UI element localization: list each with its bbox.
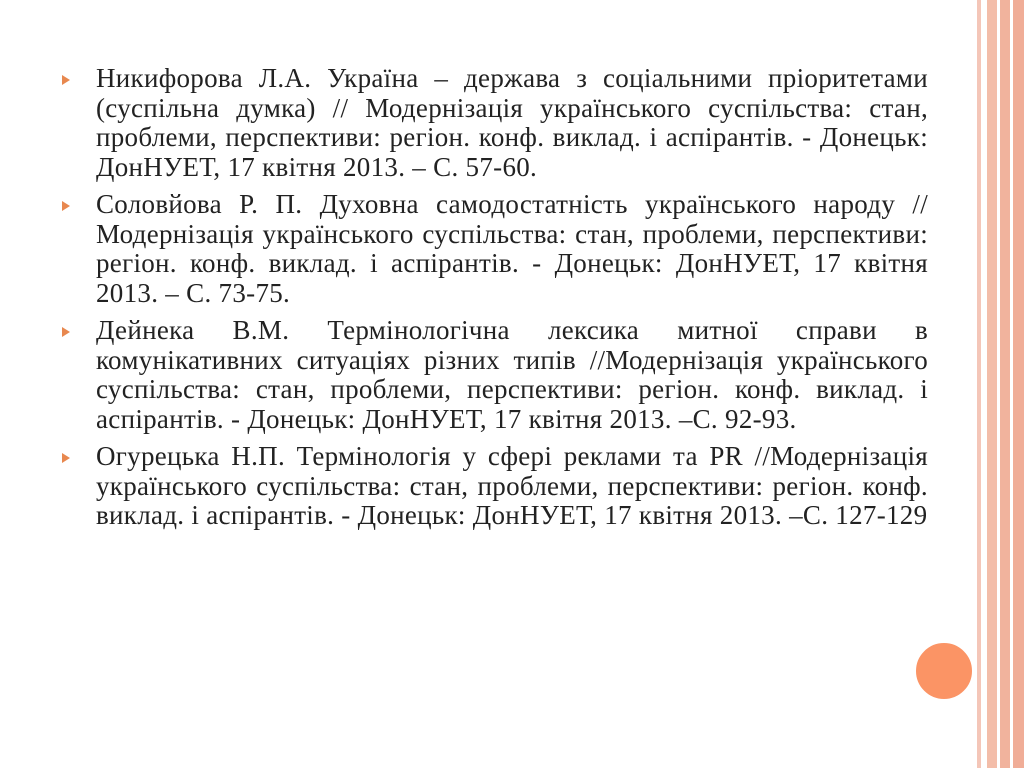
slide-content (62, 64, 928, 539)
triangle-bullet-icon (62, 75, 70, 85)
list-item (62, 190, 928, 308)
triangle-bullet-icon (62, 453, 70, 463)
reference-text: Огурецька Н.П. Термінологія у сфері реклами та PR //Модернізація українського суспільства: стан, проблеми, перспективи: регіон. конф. виклад. і аспірантів. - Донецьк: ДонНУЕТ, 17 квітня 2013. –С. 127-129 (96, 441, 928, 530)
reference-text: Соловйова Р. П. Духовна самодостатність українського народу //Модернізація українського суспільства: стан, проблеми, перспективи: регіон. конф. виклад. і аспірантів. - Донецьк: ДонНУЕТ, 17 квітня 2013. – С. 73-75. (96, 189, 928, 308)
list-item (62, 64, 928, 182)
stripe (1000, 0, 1010, 768)
reference-text: Никифорова Л.А. Україна – держава з соціальними пріоритетами (суспільна думка) // Модернізація українського суспільства: стан, проблеми, перспективи: регіон. конф. виклад. і аспірантів. - Донецьк: ДонНУЕТ, 17 квітня 2013. – С. 57-60. (96, 63, 928, 182)
triangle-bullet-icon (62, 327, 70, 337)
decorative-circle (914, 641, 974, 701)
reference-text: Дейнека В.М. Термінологічна лексика митної справи в комунікативних ситуаціях різних типів //Модернізація українського суспільства: стан, проблеми, перспективи: регіон. конф. виклад. і аспірантів. - Донецьк: ДонНУЕТ, 17 квітня 2013. –С. 92-93. (96, 315, 928, 434)
stripe (987, 0, 997, 768)
list-item (62, 316, 928, 434)
list-item (62, 442, 928, 531)
triangle-bullet-icon (62, 201, 70, 211)
decorative-stripes (977, 0, 1024, 768)
reference-list (62, 64, 928, 531)
stripe (1013, 0, 1024, 768)
